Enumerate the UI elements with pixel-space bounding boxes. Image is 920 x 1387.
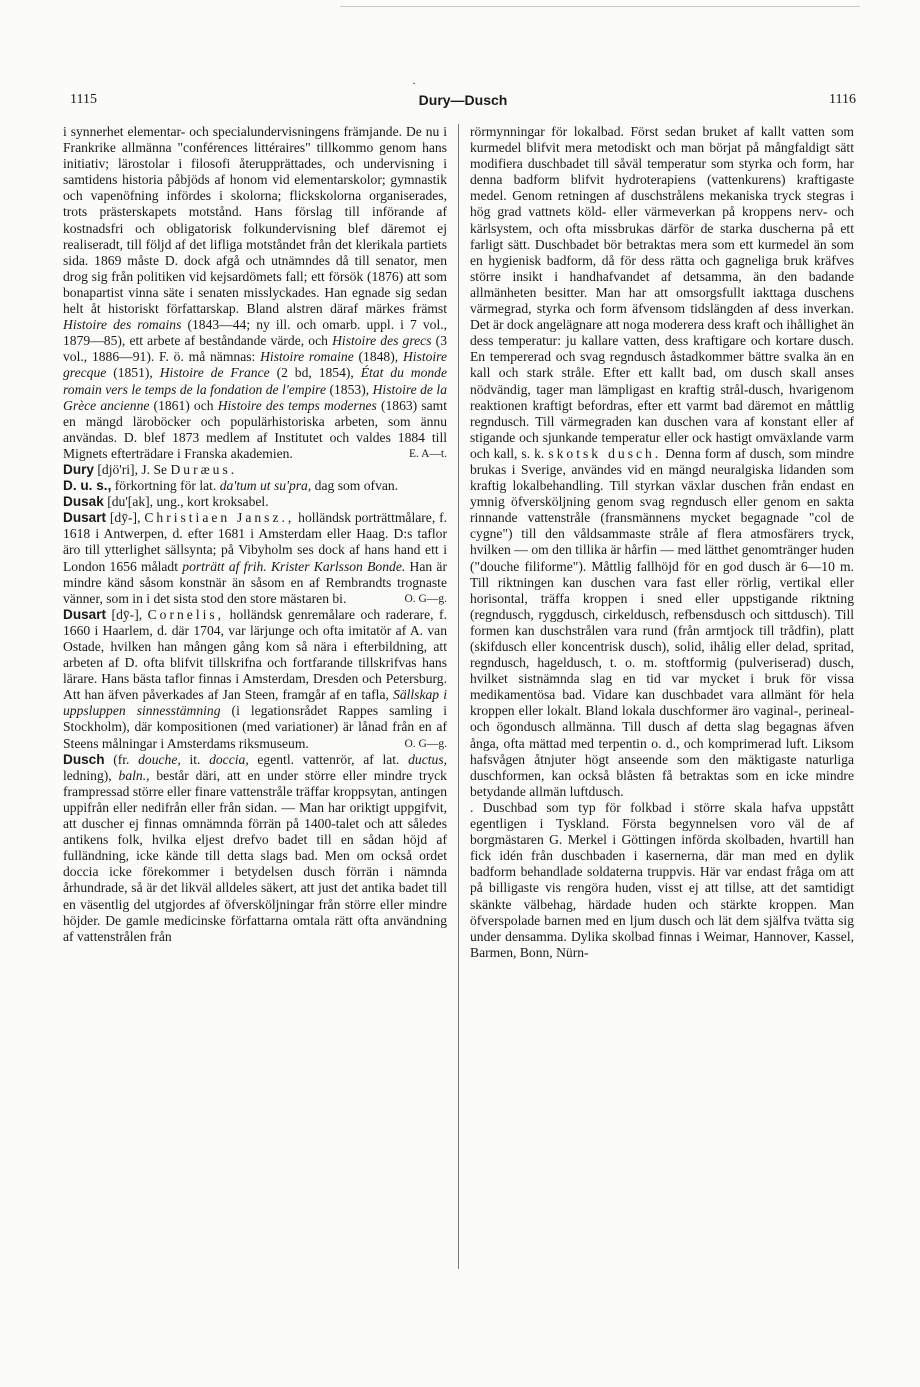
cross-reference: Duræus. [170, 461, 238, 477]
entry-dusart-christiaen: Dusart [dȳ-], Christiaen Jansz., holländsk porträttmålare, f. 1618 i Antwerpen, d. efter 1681 i Amsterdam eller Haag. D:s taflor äro till ytterlighet sällsynta; på Vibyholm ses dock af hans hand ett i London 1656 måladt porträtt af frih. Krister Karlsson Bonde. Han är mindre känd såsom konstnär än såsom en af Rembrandts trognaste vänner, som in i det sista stod den store mästaren bi. O. G—g. [63, 510, 447, 606]
page-number-right: 1116 [829, 92, 856, 107]
right-column [470, 124, 854, 961]
entry-dury: Dury [djö'ri], J. Se Duræus. [63, 461, 238, 477]
scan-speck: · [412, 76, 416, 90]
entry-dusch: Dusch (fr. douche, it. doccia, egentl. vattenrör, af lat. ductus, ledning), baln., består däri, att en under större eller mindre tryck frampressad större eller finare vattenstråle träffar kroppsytan, antingen uppifrån eller nedifrån eller från sidan. — Man har oriktigt uppgifvit, att duscher ej finnas omnämnda förrän på 1400-talet och att således antikens folk, hvilka eljest drefvo badet till en sådan höjd af fulländning, icke kände till detta slags bad. Men om också ordet doccia icke förekommer i betydelsen dusch förrän i nämnda århundrade, så är det likväl alldeles säkert, att just det antika badet till en väsentlig del utgjordes af öfversköljningar från större eller mindre höjder. De gamle medicinske författarna omtala rätt ofta användning af vattenstrålen från [63, 751, 448, 944]
headword: Dusch [63, 751, 105, 767]
column-divider [458, 124, 459, 1269]
paragraph-duruy-continued: i synnerhet elementar- och specialundervisningens främjande. De nu i Frankrike allmänna "conférences littéraires" tillkommo genom hans initiativ; lärostolar i filosofi återupprättades, och undervisning i samtidens historia påbjöds af honom vid elementarskolor; gymnastik och vapenöfning infördes i skolorna; flickskolorna organiserades, trots prästerskapets motstånd. Hans förslag till införande af kostnadsfri och obligatorisk folkundervisning blef däremot ej realiseradt, till följd af det lifliga motståndet från det klerikala partiets sida. 1869 måste D. dock afgå och utnämndes då till senator, men drog sig från politiken vid kejsardömets fall; ett försök (1876) att som bonapartist vinna säte i senaten misslyckades. Han egnade sig sedan helt åt historiskt författarskap. Bland alstren däraf märkes främst Histoire des romains (1843—44; ny ill. och omarb. uppl. i 7 vol., 1879—85), ett arbete af beståndande värde, och Histoire des grecs (3 vol., 1886—91). F. ö. må nämnas: Histoire romaine (1848), Histoire grecque (1851), Histoire de France (2 bd, 1854), État du monde romain vers le temps de la fondation de l'empire (1853), Histoire de la Grèce ancienne (1861) och Histoire des temps modernes (1863) samt en mängd läroböcker och populärhistoriska arbeten, som ännu användas. D. blef 1873 medlem af Institutet och valdes 1884 till Mignets efterträdare i Franska akademien. E. A—t. [63, 124, 448, 461]
entry-dusart-cornelis: Dusart [dȳ-], Cornelis, holländsk genremålare och raderare, f. 1660 i Haarlem, d. där 1704, var lärjunge och ofta imitatör af A. van Ostade, hvilken han mången gång kom så nära i efterbildning, att arbeten af D. ofta blifvit tillskrifna och fortfarande tillskrifvas hans lärare. Hans bästa taflor finnas i Amsterdam, Dresden och Petersburg. Att han äfven påverkades af Jan Steen, framgår af en tafla, Sällskap i uppsluppen sinnesstämning (i legationsrådet Rappes samling i Stockholm), där kompositionen (med variationer) är lånad från en af Steens målningar i Amsterdams riksmuseum. O. G—g. [63, 606, 447, 751]
page-header [70, 92, 856, 114]
author-signature: O. G—g. [404, 592, 447, 605]
paragraph-duschbad-folkbad: . Duschbad som typ för folkbad i större skala hafva uppstått egentligen i Tyskland. Första begynnelsen voro väl de af borgmästaren G. Merkel i Göttingen införda skolbaden, hvartill han fick idén från duschbaden i kasernerna, där man med en dylik badform behandlade soldaterna truppvis. Här var endast fråga om att på billigaste vis rengöra huden, visst ej att tillse, att det samtidigt skänkte välbehag, härdade huden och stärkte kroppen. Man öfverspolade barnen med en ljum dusch och lät dem själfva tvätta sig under densamma. Dylika skolbad finnas i Weimar, Hannover, Kassel, Barmen, Bonn, Nürn- [470, 799, 854, 960]
author-signature: E. A—t. [408, 447, 447, 460]
page-number-left: 1115 [70, 92, 97, 107]
running-title: Dury—Dusch [418, 92, 508, 108]
scan-top-edge-line [340, 6, 860, 7]
author-signature: O. G—g. [404, 737, 447, 750]
paragraph-dusch-continued: rörmynningar för lokalbad. Först sedan bruket af kallt vatten som kurmedel blifvit mera metodiskt och man börjat på mångfaldigt sätt modifiera duschbadet till såväl temperatur som styrka och form, har denna badform blifvit hydroterapiens (vattenkurens) kraftigaste medel. Genom retningen af duschstrålens mekaniska tryck stegras i hög grad vattnets köld- eller värmeverkan på kroppens nerv- och kärlsystem, och ofta missbrukas därför de starka duscherna på ett farligt sätt. Duschbadet bör betraktas mera som ett kurmedel än som en hygienisk badform, då för dess rätta och gagneliga bruk kräfves större insikt i handhafvandet af detsamma, än den badande allmänheten besitter. Man har att omsorgsfullt iakttaga duschens värmegrad, styrka och form äfvensom tidslängden af dess inverkan. Det är dock angelägnare att noga moderera dess kraft och ihållighet än dess temperatur: ju kallare vatten, dess kraftigare och kortare dusch. En tempererad och svag regndusch åstadkommer bättre svalka än en kall och stark stråle. Efter ett kallt bad, om dusch skall anses nödvändig, tager man lämpligast en kraftig strål-dusch, hvarigenom reaktionen kraftigt befordras, efter ett varmt bad däremot en måttlig regndusch. Till värmegraden kan duschen vara af konstant eller af stigande och sjunkande temperatur eller ock hastigt omväxlande varm och kall, s. k. skotsk dusch. Denna form af dusch, som mindre brukas i Sverige, användes vid en mängd neuralgiska lidanden som kraftig lokalbehandling. Till styrkan växlar duschen från endast en ymnig öfversköljning genom svag regndusch eller genom en sakta rinnande vattenstråle (fransmännens mycket begagnade "col de cygne") till den våldsammaste stråle af flera atmosfärers tryck, hvilken — om den tillika är hårfin — med lätthet genomtränger huden ("douche filiforme"). Måttlig fallhöjd för en god dusch är 6—10 m. Till riktningen kan duschen vara fast eller rörlig, vertikal eller horisontal, träffa kroppen i sned eller uppstigande riktning (regndusch, ryggdusch, cirkeldusch, refbensdusch och sittdusch). Till formen kan duschstrålen vara rund (från armtjock till trådfin), platt (skifdusch eller koncentrisk dusch), solid, ihålig eller delad, spritad, regndusch, hageldusch, t. o. m. stoftformig (pulveriserad) dusch, hvilket sistnämnda slag en tid var mycket i bruk för vissa medikamentösa bad. Vidare kan duschbadet vara allmänt för hela kroppen eller lokalt. Bland lokala duschformer äro vaginal-, perineal- och ögondusch allmänna. Till dusch af detta slag begagnas äfven ånga, ofta mättad med terpentin o. d., och komprimerad luft. Liksom hafsvågen åtnjuter högt anseende som den mäktigaste naturliga duschformen, kan också blåsten få betraktas som en icke mindre betydande allmän luftdusch. [470, 124, 855, 799]
headword: D. u. s., [63, 478, 112, 494]
entry-dusak: Dusak [du'[ak], ung., kort kroksabel. [63, 494, 269, 510]
left-column [63, 124, 447, 945]
entry-dus: D. u. s., förkortning för lat. da'tum ut su'pra, dag som ofvan. [63, 478, 399, 494]
headword: Dusak [63, 494, 104, 510]
headword: Dusart [63, 510, 107, 526]
headword: Dury [63, 461, 94, 477]
headword: Dusart [63, 606, 107, 622]
